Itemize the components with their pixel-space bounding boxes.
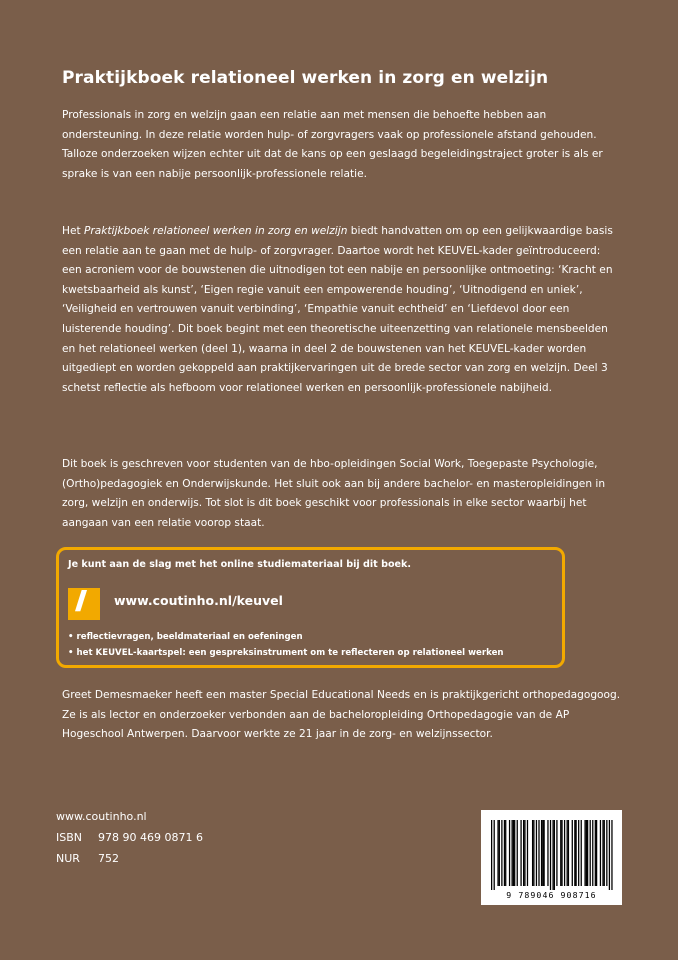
barcode-bar (602, 820, 603, 886)
description-paragraph (62, 222, 622, 398)
barcode-bar (501, 820, 502, 886)
barcode-bar (497, 820, 498, 886)
barcode-bar (505, 820, 506, 886)
description-rest: biedt handvatten om op een gelijkwaardige basis een relatie aan te gaan met de hulp- of zorgvrager. Daartoe wordt het KEUVEL-kader geïntroduceerd: een acroniem voor de bouwstenen die uitnodigen tot een nabije en persoonlijke ontmoeting: ‘Kracht en kwetsbaarheid als kunst’, ‘Eigen regie vanuit een empowerende houding’, ‘Uitnodigend en uniek’, ‘Veiligheid en vertrouwen vanuit verbinding’, ‘Empathie vanuit echtheid’ en ‘Liefdevol door een luisterende houding’. Dit boek begint met een theoretische uiteenzetting van relationele mensbeelden en het relationeel werken (deel 1), waarna in deel 2 de bouwstenen van het KEUVEL-kader worden uitgediept en worden gekoppeld aan praktijkervaringen uit de brede sector van zorg en welzijn. Deel 3 schetst reflectie als hefboom voor relationeel werken en persoonlijk-professionele nabijheid. (62, 225, 613, 394)
description-lead: Het (62, 225, 85, 237)
list-item: • reflectievragen, beeldmateriaal en oefeningen (68, 629, 504, 645)
barcode-bar (556, 820, 557, 886)
barcode-bar (575, 820, 576, 886)
publisher-website[interactable]: www.coutinho.nl (56, 810, 147, 823)
barcode-bar (590, 820, 591, 886)
barcode-bar (611, 820, 612, 890)
barcode-bar (574, 820, 575, 886)
barcode-bar (568, 820, 569, 886)
publisher-info (56, 806, 203, 869)
isbn-value: 978 90 469 0871 6 (98, 831, 203, 844)
barcode-bar (536, 820, 537, 886)
description-book-title: Praktijkboek relationeel werken in zorg en welzijn (84, 225, 348, 237)
logo-glyph: // (75, 586, 80, 616)
nur-value: 752 (98, 852, 119, 865)
barcode-bar (567, 820, 568, 886)
barcode-bar (543, 820, 544, 886)
barcode-bar (578, 820, 579, 886)
book-title: Praktijkboek relationeel werken in zorg en welzijn (62, 68, 549, 88)
barcode-bar (538, 820, 539, 886)
isbn-label: ISBN (56, 831, 83, 844)
barcode-bar (595, 820, 596, 886)
barcode-bar (513, 820, 514, 886)
barcode-bar (564, 820, 565, 886)
barcode-bar (561, 820, 562, 886)
author-bio: Greet Demesmaeker heeft een master Special Educational Needs en is praktijkgericht orthopedagogoog. Ze is als lector en onderzoeker verbonden aan de bacheloropleiding Orthopedagogie van de AP Hogeschool Antwerpen. Daarvoor werkte ze 21 jaar in de zorg- en welzijnssector. (62, 689, 621, 741)
online-material-list (68, 629, 504, 661)
nur-label: NUR (56, 852, 80, 865)
barcode-bar (609, 820, 610, 890)
barcode-bar (527, 820, 528, 886)
barcode-bar (509, 820, 510, 886)
barcode-bar (504, 820, 505, 886)
intro-paragraph: Professionals in zorg en welzijn gaan een relatie aan met mensen die behoefte hebben aan ondersteuning. In deze relatie worden hulp- of zorgvragers vaak op professionele afstand gehouden. Talloze onderzoeken wijzen echter uit dat de kans op een geslaagd begeleidingstraject groter is als er sprake is van een nabije persoonlijk-professionele relatie. (62, 109, 603, 180)
barcode-bar (586, 820, 587, 886)
barcode-bar (520, 820, 521, 886)
barcode-bar (542, 820, 543, 886)
barcode-bar (584, 820, 585, 886)
barcode-bar (494, 820, 495, 890)
barcode-bar (547, 820, 548, 886)
barcode-bar (596, 820, 597, 886)
barcode-bar (592, 820, 593, 886)
coutinho-online-logo-icon (68, 588, 100, 620)
barcode-bar (524, 820, 525, 886)
barcode-bar (554, 820, 555, 890)
list-item: • het KEUVEL-kaartspel: een gespreksinstrument om te reflecteren op relationeel werken (68, 645, 504, 661)
barcode-bar (541, 820, 542, 886)
online-material-intro: Je kunt aan de slag met het online studiemateriaal bij dit boek. (68, 559, 412, 570)
barcode-digits: 9 789046 908716 (506, 890, 597, 900)
barcode-bar (523, 820, 524, 886)
barcode-bar (491, 820, 492, 890)
barcode-bar (511, 820, 512, 886)
barcode-bar (604, 820, 605, 886)
barcode-bar (517, 820, 518, 886)
barcode-bar (532, 820, 533, 886)
isbn-barcode (481, 810, 622, 905)
online-material-url[interactable]: www.coutinho.nl/keuvel (114, 593, 283, 608)
barcode-bar (560, 820, 561, 886)
barcode-bar (606, 820, 607, 886)
barcode-bar (581, 820, 582, 886)
barcode-bar (600, 820, 601, 886)
barcode-bar (550, 820, 551, 890)
online-material-box (56, 547, 565, 668)
audience-paragraph: Dit boek is geschreven voor studenten van de hbo-opleidingen Social Work, Toegepaste Psychologie, (Ortho)pedagogiek en Onderwijskunde. Het sluit ook aan bij andere bachelor- en masteropleidingen in zorg, welzijn en onderwijs. Tot slot is dit boek geschikt voor professionals in elke sector waarbij het aangaan van een relatie voorop staat. (62, 458, 606, 529)
barcode-bar (552, 820, 553, 890)
isbn-row (56, 827, 203, 848)
barcode-bar (533, 820, 534, 886)
barcode-bar (514, 820, 515, 886)
barcode-bar (499, 820, 500, 886)
barcode-bar (572, 820, 573, 886)
barcode-bar (587, 820, 588, 886)
nur-row (56, 848, 203, 869)
